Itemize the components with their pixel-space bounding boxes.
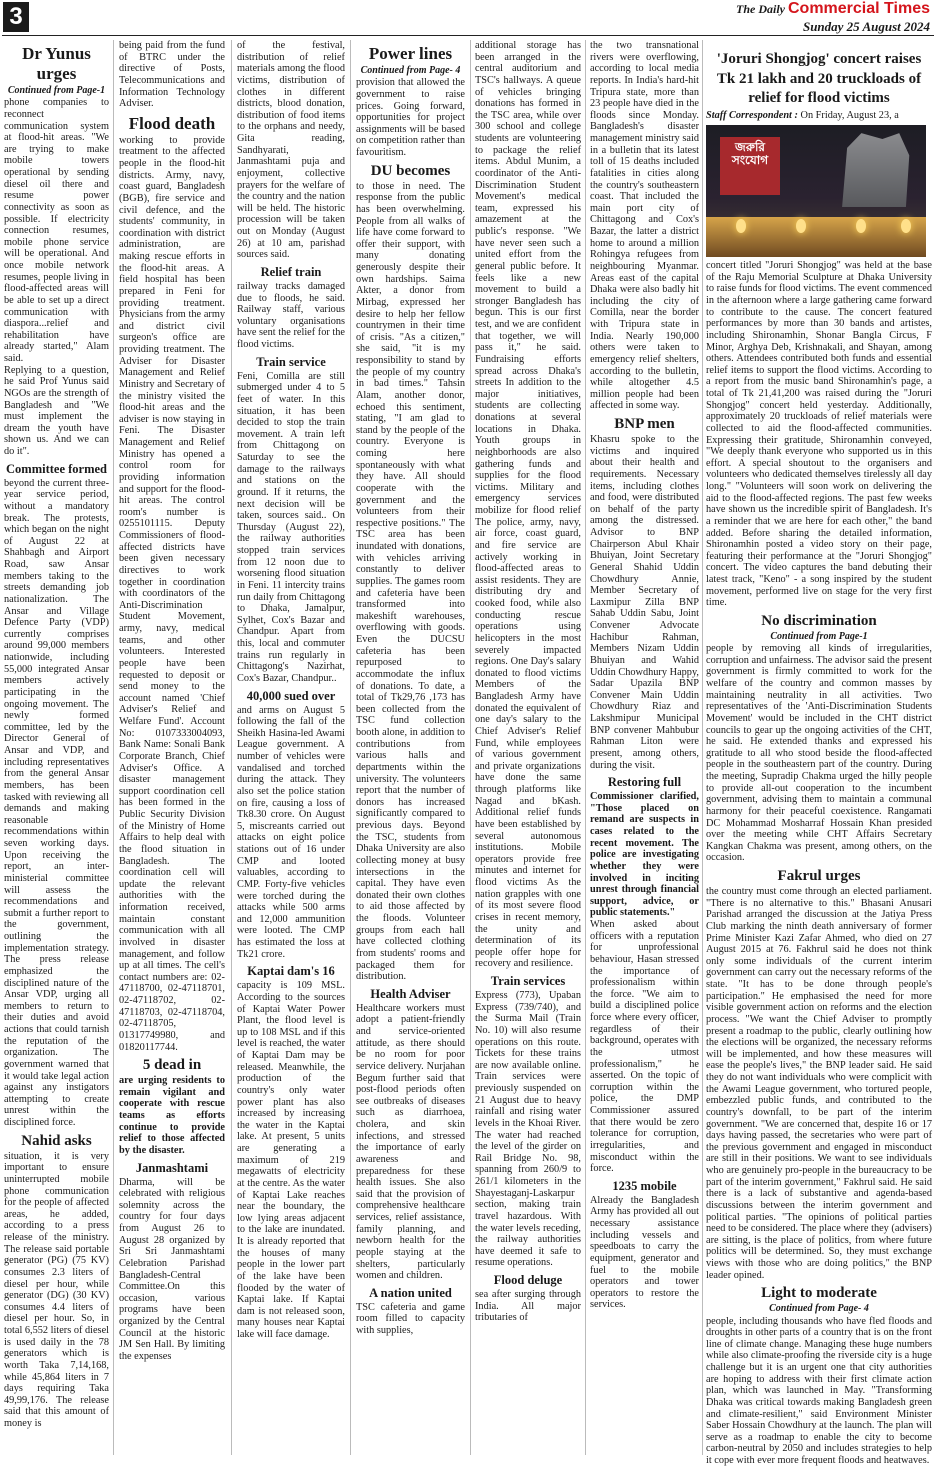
article-text: working to provide treatment to the affected people in the flood-hit districts. Army, navy, coast guard, Bangladesh (BGB), fire service and civil defence, and the students' community, in coordination with district administration, are making rescue efforts in the flood-hit areas. A field hospital has been prepared in Feni for providing treatment. Physicians from the army and district civil surgeon's office are providing treatment. The Adviser for Disaster Management and Relief Ministry and Secretary of the ministry visited the flood-hit areas and the adviser is now staying in Feni. The Disaster Management and Relief Ministry has opened a control room for providing information and support for the flood-hit areas. The control room's number is 0255101115. Deputy Commissioners of flood-affected districts have been given necessary directives to work together in coordination with coordinators of the Anti-Discrimination Student Movement, army, navy, medical teams, and other volunteers. Interested people have been requested to deposit or send money to the account named 'Chief Adviser's Relief and Welfare Fund'. Account No: 0107333004093, Bank Name: Sonali Bank Corporate Branch, Chief Adviser's Office. A disaster management support coordination cell has been formed in the Public Security Division of the Ministry of Home Affairs to help deal with the flood situation in Bangladesh. The coordination cell will update the relevant authorities with the information received, maintain constant communication with all involved in disaster management, and follow up at all times. The cell's contact numbers are: 02-47118700, 02-47118701, 02-47118702, 02-47118703, 02-47118704, 02-47118705, 01317749980, and 01820117744. bbox=[119, 134, 225, 1053]
concert-photo bbox=[706, 125, 926, 257]
article-text: to those in need. The response from the public has been overwhelming. People from all walks of life have come forward to offer their support, with many donating generously despite their own hardships. Saima Akter, a donor from Mirbag, expressed her desire to help her fellow countrymen in their time of crisis. "As a citizen," she said, "it is my responsibility to stand by the people of my country in bad times." Tahsin Alam, another donor, echoed this sentiment, stating, "I am glad to stand by the people of the country. Everyone is coming here spontaneously with what they have. All should cooperate with the government and the volunteers from their respective positions." The TSC area has been inundated with donations, with vehicles arriving constantly to deliver supplies. The games room and cafeteria have been transformed into makeshift warehouses, overflowing with goods. Even the DUCSU cafeteria has been repurposed to accommodate the influx of donations. To date, a total of Tk29,76 ,173 has been collected from the TSC fund collection booth alone, in addition to contributions from various halls and departments within the university. The volunteers report that the number of donors has increased significantly compared to previous days. Beyond the TSC, students from Dhaka University are also collecting money at busy intersections in the capital. They have even donated their own clothes to aid those affected by the floods. Volunteer groups from each hall have collected clothing from students' rooms and packaged them for distribution. bbox=[356, 180, 465, 983]
article-text: provision that allowed the government to raise prices. Going forward, opportunities for project assignments will be based on competition rather than favouritism. bbox=[356, 77, 465, 159]
headline-kaptai-dam: Kaptai dam's 16 bbox=[247, 964, 335, 979]
column-7 bbox=[706, 40, 932, 1467]
article-text: and arms on August 5 following the fall of the Sheikh Hasina-led Awami League government. A number of vehicles were vandalised and torched during the attack. They also set the police station on fire, causing a loss of Tk8.30 crore. On August 5, miscreants carried out attacks on eight police stations out of 16 under CMP and looted valuables, according to CMP. Forty-five vehicles were torched during the attacks while 500 arms and 12,000 ammunition were looted. The CMP has estimated the loss at Tk21 crore. bbox=[237, 704, 345, 960]
continued-note: Continued from Page- 4 bbox=[769, 1303, 869, 1315]
article-text: Express (773), Upaban Express (739/740), and the Surma Mail (Train No. 10) will also resume operations on this route. Tickets for these trains are now available online. Train services were previously suspended on 21 August due to heavy rainfall and rising water levels in the Khoai River. The water had reached the level of the girder on Rail Bridge No. 98, spanning from 260/9 to 261/1 kilometers in the Shayestaganj-Laskarpur section, making train travel hazardous. With the water levels receding, the railway authorities have deemed it safe to resume operations. bbox=[475, 990, 581, 1269]
page-header bbox=[0, 0, 936, 38]
article-text: of the festival, distribution of relief materials among the flood victims, distribution of clothes in different districts, blood donation, distribution of food items to the orphans and needy, Gita reading, Sandhyarati, Janmashtami puja and enjoyment, collective prayers for the welfare of the country and the nation will be held. The historic procession will be taken out on Monday (August 26) at 10 am, parishad sources said. bbox=[237, 40, 345, 261]
concert-banner: জরুরি সংযোগ bbox=[720, 137, 780, 195]
headline-bnp-men: BNP men bbox=[614, 416, 675, 432]
article-text: situation, it is very important to ensure uninterrupted mobile phone communication for the people of affected areas, he added, according to a press release of the ministry. The release said portable generator (PG) (75 KV) consumes 2.3 liters of diesel per hour, while generator (DG) (30 KV) consumes 4.4 liters of diesel per hour. So, in total 6,552 liters of diesel is used daily in the 78 generators which is worth Taka 7,14,168, while 45,864 liters in 7 days requiring Taka 49,99,176. The release said that this amount of money is bbox=[4, 1150, 109, 1430]
article-text: additional storage has been arranged in the central auditorium and TSC's hallways. A queue of vehicles bringing donations has formed in the TSC area, while over 300 school and college students are volunteering to package the relief items. Abdul Munim, a coordinator of the Anti-Discrimination Student Movement's medical team, expressed his amazement at the public's response. "We have never seen such a united effort from the general public before. It feels like a new movement to build a stronger Bangladesh has begun. This is our first test, and we are confident that together, we will pass it," he said. Fundraising efforts spread across Dhaka's streets In addition to the major initiatives, students are collecting donations at several locations in Dhaka. Youth groups in neighborhoods are also gathering funds and supplies for the flood victims. Military and emergency services mobilize for flood relief The police, army, navy, air force, coast guard, and fire service are actively working in flood-affected areas to assist residents. They are distributing dry and cooked food, while also conducting rescue operations using helicopters in the most severely impacted regions. One Day's salary donated to flood victims Members of the Bangladesh Army have donated the equivalent of one day's salary to the Chief Adviser's Relief Fund, while employees of various government and private organizations have done the same through platforms like Nagad and bKash. Additional relief funds have been established by several autonomous institutions. Mobile operators provide free minutes and internet for flood victims As the nation grapples with one of its most severe flood crises in recent memory, the unity and determination of its people offer hope for recovery and resilience. bbox=[475, 40, 581, 970]
headline-joruri-shongjog: 'Joruri Shongjog' concert raises Tk 21 lakh and 20 truckloads of relief for flood victims bbox=[716, 51, 922, 106]
headline-restoring-full: Restoring full bbox=[607, 775, 682, 790]
continued-note: Continued from Page-1 bbox=[770, 630, 868, 642]
column-divider bbox=[231, 40, 232, 1455]
article-text: Dharma, will be celebrated with religious solemnity across the country for four days from August 26 to August 28 organized by Sri Sri Janmashtami Celebration Parishad Bangladesh-Central Committee.On this occasion, various programs have been organized by the Central Council at the historic JM Sen Hall. By limiting the expenses bbox=[119, 1176, 225, 1362]
headline-health-adviser: Health Adviser bbox=[370, 986, 451, 1001]
article-text: Replying to a question, he said Prof Yunus said NGOs are the strength of Bangladesh and "We must implement the dream the youth have shown us. And we can do it". bbox=[4, 364, 109, 458]
article-text: Healthcare workers must adopt a patient-friendly and service-oriented attitude, as there should be no room for poor service delivery. Nurjahan Begum further said that post-flood periods often see outbreaks of diseases such as diarrhoea, cholera, and skin infections, and stressed the importance of early awareness and preparedness for these health issues. She also said that the provision of comprehensive healthcare services, relief assistance, family planning, and newborn health for the people staying at the shelters, particularly women and children. bbox=[356, 1002, 465, 1282]
column-divider bbox=[585, 40, 586, 1455]
paper-title: Commercial Times bbox=[788, 0, 930, 17]
headline-40000-sued: 40,000 sued over bbox=[246, 688, 336, 703]
column-divider bbox=[702, 40, 703, 1455]
article-text: Khasru spoke to the victims and inquired about their health and requirements. Necessary items, including clothes and food, were distributed on behalf of the party among the distressed. Advisor to BNP Chairperson Abul Khair Bhuiyan, Joint Secretary General Shahid Uddin Chowdhury Annie, Member Secretary of Laxmipur Zilla BNP Sahab Uddin Sabu, Joint Convener Advocate Hachibur Rahman, Members Nizam Uddin Bhuiyan and Wahid Uddin Chowdhury Happy, Sadar Upazila BNP Convener Main Uddin Chowdhury Riaz and Lakshmipur Municipal BNP convener Mahbubur Rahman Liton were present, among others, during the visit. bbox=[590, 434, 699, 771]
headline-5-dead-in: 5 dead in bbox=[142, 1057, 202, 1074]
headline-du-becomes: DU becomes bbox=[370, 162, 451, 179]
headline-train-services: Train services bbox=[490, 974, 566, 988]
article-text: people, including thousands who have fled floods and droughts in other parts of a country that is on the front line of climate change. Managing these huge numbers while also climate-proofing the riverside city is a huge challenge but it is an urgent one that city authorities are hoping to address with their first climate action plan, which was launched in May. "Transforming Dhaka was critical towards making Bangladesh green and climate-resilient," said Environment Minister Saber Hossain Chowdhury at the launch. The plan will serve as a roadmap to enable the city to become carbon-neutral by 2050 and includes strategies to help it cope with ever more frequent floods and heatwaves. bbox=[706, 1315, 932, 1467]
column-divider bbox=[350, 40, 351, 1455]
article-text: people by removing all kinds of irregularities, corruption and unfairness. The advisor said the present government is firmly committed to work for the welfare of the country and common masses by maintaining neutrality in all activities. Two representatives of the 'Anti-Discrimination Students Movement' would be included in the CHT district councils to gear up the ongoing activities of the CHT, he said. He extended thanks and expressed his gratitude to all who stood beside the flood-affected people in the southeastern part of the country. During the meeting, Supradip Chakma urged the hilly people to provide all-out cooperation to the incumbent government, advising them to maintain a communal harmony for their peaceful coexistence. Rangamati DC Mohammad Mosharraf Hossain Khan presided over the meeting while CHT Affairs Secretary Kangkan Chakma was present, among others, on the occasion. bbox=[706, 643, 932, 864]
headline-light-to-moderate: Light to moderate bbox=[761, 1285, 877, 1302]
issue-date: Sunday 25 August 2024 bbox=[802, 19, 930, 34]
article-text: TSC cafeteria and game room filled to capacity with supplies, bbox=[356, 1301, 465, 1337]
headline-committee-formed: Committee formed bbox=[6, 461, 107, 476]
headline-train-service: Train service bbox=[256, 354, 326, 369]
column-1 bbox=[4, 40, 109, 1455]
headline-1235-mobile: 1235 mobile bbox=[612, 1178, 677, 1193]
article-text: capacity is 109 MSL. According to the sources of Kaptai Water Power Plant, the flood level is up to 108 MSL and if this level is reached, the water of Kaptai Dam may be released. Meanwhile, the production of the country's only water power plant has also increased by increasing the water in the Kaptai lake. At present, 5 units are generating a maximum of 219 megawatts of electricity at the centre. As the water of Kaptai Lake reaches near the boundary, the low lying areas adjacent to the lake are inundated. It is already reported that the houses of many people in the lower part of the lake have been flooded by the water of Kaptai lake. If Kaptai dam is not released soon, many houses near Kaptai lake will face damage. bbox=[237, 980, 345, 1340]
header-rule bbox=[2, 35, 934, 36]
headline-janmashtami: Janmashtami bbox=[135, 1160, 209, 1175]
headline-relief-train: Relief train bbox=[260, 264, 322, 279]
headline-flood-deluge: Flood deluge bbox=[493, 1273, 563, 1287]
article-text: beyond the current three-year service period, without a mandatory break. The protests, which began on the night of August 22 at Shahbagh and Airport Road, saw Ansar members taking to the streets demanding job nationalization. The Ansar and Village Defence Party (VDP) currently comprises around 99,000 members nationwide, including 55,000 integrated Ansar members actively participating in the ongoing movement. The newly formed committee, led by the Director General of Ansar and VDP, and including representatives from the general Ansar members, has been tasked with reviewing all demands and making reasonable recommendations within seven working days. Upon receiving the report, an inter-ministerial committee will assess the recommendations and submit a further report to the government, outlining the implementation strategy. The press release emphasized the disciplined nature of the Ansar VDP, urging all members to return to their duties and avoid actions that could tarnish the reputation of the organization. The government warned that it would take legal action against any instigators attempting to create unrest within the disciplined force. bbox=[4, 477, 109, 1129]
article-text: the country must come through an elected parliament. "There is no alternative to this." Bhasani Anusari Parishad arranged the discussion at the Jatiya Press Club marking the ninth death anniversary of former Prime Minister Kazi Zafar Ahmed, who died on 27 August 2015 at 76. Fakhrul said he does not think only some individuals of the current interim government can carry out the necessary reforms of the state. "It has to be done through people's participation." He emphasised the need for more visible government action on reforms and the election process. "We want the Chief Adviser to promptly present a roadmap to the public, clearly outlining how the elections will be organized, the necessary reforms will be implemented, and how these measures will ease the people's lives," the BNP leader said. He said they do not want individuals who were complicit with the Awami League government, who tortured people, embezzled public funds, and contributed to the country's downfall, to be part of the interim government. "We are concerned that, despite 16 or 17 days having passed, the secretaries who were part of the previous government and engaged in misconduct are still in their positions. We want to see individuals who are genuinely pro-people in the bureaucracy to be part of the interim government," Fakhrul said. He said there is a lack of substantive and agenda-based discussions between the interim government and political parties. "The opinions of political parties need to be considered. The place where they (advisers) are sitting, is the place of politics, from where future politics will be determined. So, they must exchange views with those who are doing politics," the BNP leader opined. bbox=[706, 886, 932, 1281]
article-text: phone companies to reconnect communication system at flood-hit areas. "We are trying to make mobile towers operational by sending diesel oil there and resume power connectivity as soon as possible. If electricity connection resumes, mobile phone service will be operational. And once mobile network resumes, people living in flood-affected areas will be able to set up a direct communication with diaspora...relief and rehabilitation have already started," Alam said. bbox=[4, 97, 109, 365]
article-text: When asked about officers with a reputation for unprofessional behaviour, Hasan stressed the importance of professionalism within the force. "We aim to build a disciplined police force where every officer, regardless of their background, operates with the utmost professionalism," he asserted. On the topic of corruption within the police, the DMP Commissioner assured that there would be zero tolerance for corruption, irregularities, and misconduct within the force. bbox=[590, 919, 699, 1175]
article-text: are urging residents to remain vigilant and cooperate with rescue teams as efforts continue to provide relief to those affected by the disaster. bbox=[119, 1075, 225, 1156]
headline-flood-death: Flood death bbox=[128, 113, 216, 133]
page-number: 3 bbox=[3, 2, 29, 32]
column-5 bbox=[475, 40, 581, 1455]
column-6 bbox=[590, 40, 699, 1455]
column-3 bbox=[237, 40, 345, 1455]
sculpture-shape bbox=[832, 133, 916, 207]
continued-note: Continued from Page-1 bbox=[7, 85, 106, 96]
paper-prefix: The Daily bbox=[736, 2, 785, 16]
column-divider bbox=[470, 40, 471, 1455]
headline-fakrul-urges: Fakrul urges bbox=[777, 868, 861, 885]
byline-text: On Friday, August 23, a bbox=[800, 109, 899, 121]
paper-name bbox=[736, 0, 930, 18]
headline-nahid-asks: Nahid asks bbox=[21, 1132, 92, 1149]
column-4 bbox=[356, 40, 465, 1455]
headline-dr-yunus-urges: Dr Yunus urges bbox=[22, 44, 91, 83]
masthead bbox=[736, 0, 930, 35]
byline bbox=[706, 110, 932, 122]
article-text: being paid from the fund of BTRC under the directive of Posts, Telecommunications and Information Technology Adviser. bbox=[119, 40, 225, 110]
article-text: concert titled "Joruri Shongjog" was held at the base of the Raju Memorial Sculpture at Dhaka University to raise funds for flood victims. The event commenced in the afternoon where a large gathering came forward to contribute to the cause. The concert featured performances by more than 30 bands and artistes, including Shironamhin, Shonar Bangla Circus, F Minor, Arghya Deb, Krishnakali, and Shayan, among others. Attendees contributed both funds and essential relief items to support the flood victims. According to a report from the music band Shironamhin's page, a total of Tk 21,41,200 was raised during the "Joruri Shongjog" concert held yesterday. Additionally, approximately 20 truckloads of relief materials were collected to aid the flood-affected communities. Expressing their gratitude, Shironamhin conveyed, "We deeply thank everyone who supported us in this effort. A special shoutout to the organisers and volunteers who dedicated themselves tirelessly all day long." "Volunteers will soon work on delivering the aid to the flood-affected regions. The past few weeks have shown us the incredible spirit of Bangladesh. It's a reminder that we are here for each other," the band added. Before sharing the detailed information, Shironamhin posted a video story on their page, featuring their performance at the "Joruri Shongjog" concert. The video captures the band debuting their latest track, "Keno" - a song inspired by the student movement, performed live on stage for the very first time. bbox=[706, 260, 932, 609]
column-2 bbox=[119, 40, 225, 1455]
column-divider bbox=[113, 40, 114, 1455]
headline-a-nation-united: A nation united bbox=[369, 1285, 452, 1300]
byline-label: Staff Correspondent : bbox=[706, 109, 798, 121]
continued-note: Continued from Page- 4 bbox=[360, 65, 461, 76]
article-text: Commissioner clarified, "Those placed on remand are suspects in cases related to the recent movement. The police are investigating whether they were involved in inciting unrest through financial support, advice, or public statements." bbox=[590, 791, 699, 919]
headline-no-discrimination: No discrimination bbox=[761, 612, 877, 629]
headline-power-lines: Power lines bbox=[368, 44, 453, 63]
article-text: Already the Bangladesh Army has provided all out necessary assistance including vessels and speedboats to carry the equipment, generator and fuel to the mobile operators and tower operators to restore the services. bbox=[590, 1194, 699, 1311]
article-text: the two transnational rivers were overflowing, according to local media reports. In India's hard-hit Tripura state, more than 23 people have died in the floods since Monday. Bangladesh's disaster management ministry said in a bulletin that its latest toll of 15 deaths included fatalities in cities along the country's southeastern coast. That included the main port city of Chittagong and Cox's Bazar, the latter a district home to around a million Rohingya refugees from neighbouring Myanmar. Areas east of the capital Dhaka were also badly hit including the city of Comilla, near the border with Tripura state in India. Nearly 190,000 others were taken to emergency relief shelters, according to the bulletin, while altogether 4.5 million people had been affected in some way. bbox=[590, 40, 699, 412]
article-text: Feni, Comilla are still submerged under 4 to 5 feet of water. In this situation, it has been decided to stop the train movement. A train left from Chittagong on Saturday to see the damage to the railways and stations on the ground. If it returns, the next decision will be taken, sources said.. On Thursday (August 22), the railway authorities stopped train services from 12 noon due to worsening flood situation in Feni. 11 intercity trains run daily from Chittagong to Dhaka, Jamalpur, Sylhet, Cox's Bazar and Chandpur. Apart from this, local and commuter trains run regularly in Chittagong's Nazirhat, Cox's Bazar, Chandpur.. bbox=[237, 370, 345, 684]
article-text: sea after surging through India. All major tributaries of bbox=[475, 1289, 581, 1324]
article-text: railway tracks damaged due to floods, he said. Railway staff, various voluntary organisations have sent the relief for the flood victims. bbox=[237, 280, 345, 350]
